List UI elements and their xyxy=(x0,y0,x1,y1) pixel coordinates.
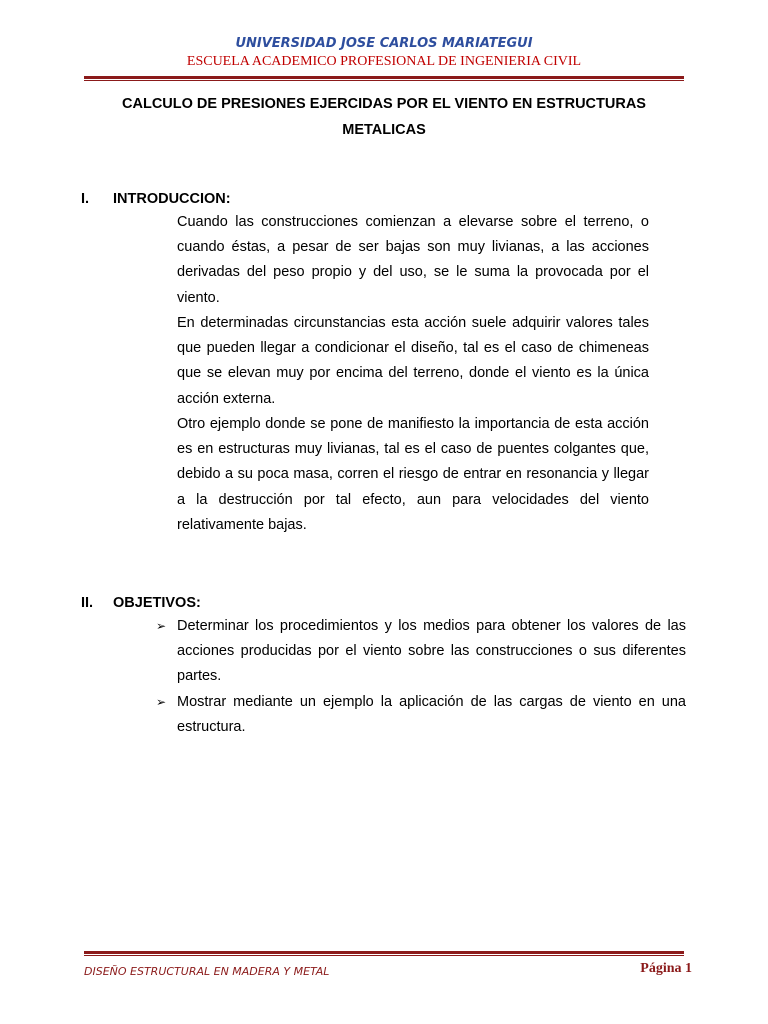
intro-paragraph-1: Cuando las construcciones comienzan a elevarse sobre el terreno, o cuando éstas, a pesar de ser bajas son muy livianas, a las acciones derivadas del peso propio y del uso, se le suma la provocada por el viento. xyxy=(177,214,649,306)
objective-item-2: Mostrar mediante un ejemplo la aplicación de las cargas de viento en una estructura. xyxy=(177,694,686,736)
document-title: CALCULO DE PRESIONES EJERCIDAS POR EL VIENTO EN ESTRUCTURAS METALICAS xyxy=(122,96,646,138)
intro-paragraph-3: Otro ejemplo donde se pone de manifiesto la importancia de esta acción es en estructuras muy livianas, tal es el caso de puentes colgantes que, debido a su poca masa, corren el riesgo de entrar en resonancia y llegar a la destrucción por tal efecto, aun para velocidades del viento relativamente bajas. xyxy=(177,416,649,533)
section-heading-introduccion: INTRODUCCION: xyxy=(113,191,231,207)
footer-rule xyxy=(84,951,684,956)
header-rule xyxy=(84,76,684,81)
intro-paragraph-2: En determinadas circunstancias esta acción suele adquirir valores tales que pueden llegar a condicionar el diseño, tal es el caso de chimeneas que se elevan muy por encima del terreno, donde el viento es la única acción externa. xyxy=(177,315,649,407)
arrow-bullet-icon: ➢ xyxy=(156,695,167,709)
section-number-2: II. xyxy=(81,595,94,611)
section-number-1: I. xyxy=(81,191,90,207)
course-name: DISEÑO ESTRUCTURAL EN MADERA Y METAL xyxy=(84,965,330,978)
school-name: ESCUELA ACADEMICO PROFESIONAL DE INGENIERIA CIVIL xyxy=(186,54,582,69)
arrow-bullet-icon: ➢ xyxy=(156,619,167,633)
objective-item-1: Determinar los procedimientos y los medios para obtener los valores de las acciones producidas por el viento sobre las construcciones o sus diferentes partes. xyxy=(177,618,686,685)
page-number: Página 1 xyxy=(640,961,692,976)
section-heading-objetivos: OBJETIVOS: xyxy=(113,595,201,611)
university-name: UNIVERSIDAD JOSE CARLOS MARIATEGUI xyxy=(235,36,533,51)
